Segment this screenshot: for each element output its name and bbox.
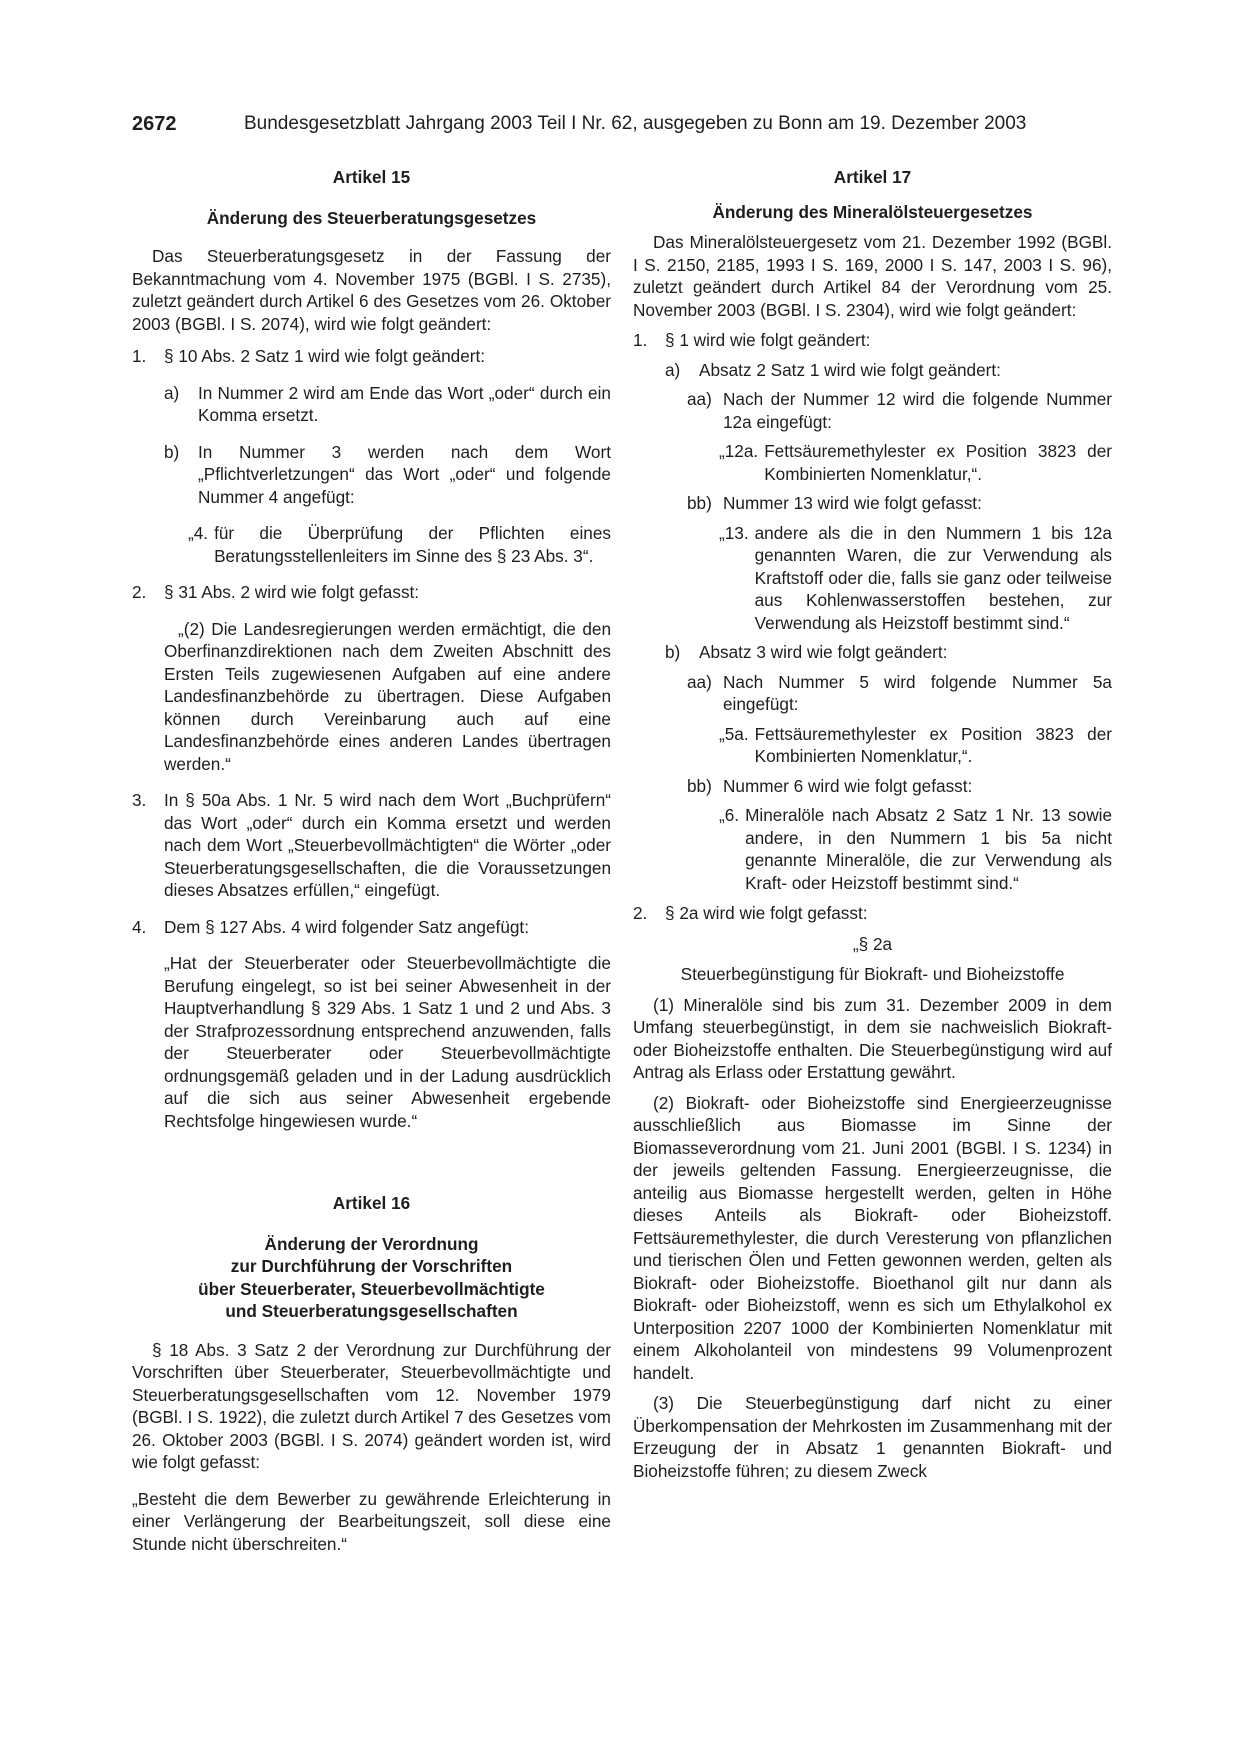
article-17-item-1a-bb-quote: „13. andere als die in den Nummern 1 bis 12a genannten Waren, die zur Verwendung als Kraftstoff oder die, falls sie ganz oder teilweise aus Kohlenwasserstoffen bestehen, zur Verwendung als Heizstoff bestimmt sind.“ <box>719 522 1112 633</box>
article-17-item-1b-bb: bb) Nummer 6 wird wie folgt gefasst: <box>687 775 973 796</box>
article-15-item-1b-quote: „4. für die Überprüfung der Pflichten eines Beratungsstellenleiters im Sinne des § 23 Abs. 3“. <box>188 523 611 566</box>
article-17-intro: Das Mineralölsteuergesetz vom 21. Dezember 1992 (BGBl. I S. 2150, 2185, 1993 I S. 169, 2000 I S. 147, 2003 I S. 96), zuletzt geändert durch Artikel 84 der Verordnung vom 25. November 2003 (BGBl. I S. 2304), wird wie folgt geändert: <box>633 232 1112 320</box>
section-2a-paragraph-2: (2) Biokraft- oder Bioheizstoffe sind Energieerzeugnisse ausschließlich aus Biomasse im Sinne der Biomasseverordnung vom 21. Juni 2001 (BGBl. I S. 1234) in der jeweils geltenden Fassung. Energieerzeugnisse, die anteilig aus Biomasse hergestellt werden, gelten in Höhe dieses Anteils als Biokraft- oder Bioheizstoff. Fettsäuremethylester, die durch Veresterung von pflanzlichen und tierischen Ölen und Fetten gewonnen werden, gelten als Biokraft- oder Bioheizstoffe. Bioethanol gilt nur dann als Biokraft- oder Bioheizstoff, wenn es sich um Ethylalkohol ex Unterposition 2207 1000 der Kombinierten Nomenklatur mit einem Alkoholanteil von mindestens 99 Volumenprozent handelt. <box>633 1092 1112 1383</box>
left-column <box>132 166 611 1555</box>
article-15-item-4: 4. Dem § 127 Abs. 4 wird folgender Satz angefügt: <box>132 916 529 937</box>
section-2a-paragraph-1: (1) Mineralöle sind bis zum 31. Dezember 2009 in dem Umfang steuerbegünstigt, in dem sie nachweislich Biokraft- oder Bioheizstoffe enthalten. Die Steuerbegünstigung wird auf Antrag als Erlass oder Erstattung gewährt. <box>633 994 1112 1082</box>
article-17-item-2: 2. § 2a wird wie folgt gefasst: <box>633 903 868 923</box>
article-15-heading: Artikel 15 <box>332 167 411 187</box>
article-17-heading: Artikel 17 <box>833 167 912 187</box>
section-2a-subtitle: Steuerbegünstigung für Biokraft- und Bioheizstoffe <box>680 964 1065 984</box>
article-17-item-1a-bb: bb) Nummer 13 wird wie folgt gefasst: <box>687 493 982 513</box>
article-16-subheading-line-4: und Steuerberatungsgesellschaften <box>225 1301 518 1321</box>
article-16-subheading-line-3: über Steuerberater, Steuerbevollmächtigte <box>198 1278 545 1299</box>
article-17-item-1a-aa: aa) Nach der Nummer 12 wird die folgende Nummer 12a eingefügt: <box>687 389 1112 432</box>
section-2a-paragraph-3: (3) Die Steuerbegünstigung darf nicht zu einer Überkompensation der Mehrkosten im Zusammenhang mit der Erzeugung der in Absatz 1 genannten Biokraft- und Bioheizstoffe führen; zu diesem Zweck <box>633 1393 1112 1481</box>
article-16-subheading-line-2: zur Durchführung der Vorschriften <box>230 1256 513 1276</box>
article-16-quote: „Besteht die dem Bewerber zu gewährende Erleichterung in einer Verlängerung der Bearbeitungszeit, soll diese eine Stunde nicht überschreiten.“ <box>132 1488 611 1554</box>
article-15-item-2-quote: „(2) Die Landesregierungen werden ermächtigt, die den Oberfinanzdirektionen nach dem Zweiten Abschnitt des Ersten Teils zugewiesenen Aufgaben auf eine andere Landesfinanzbehörde zu übertragen. Diese Aufgaben können durch Vereinbarung auch auf eine Landesfinanzbehörde eines anderen Landes übertragen werden.“ <box>164 618 611 774</box>
article-17-subheading: Änderung des Mineralölsteuergesetzes <box>712 201 1033 222</box>
article-17-item-1a: a) Absatz 2 Satz 1 wird wie folgt geändert: <box>665 359 1001 380</box>
article-17-item-1b: b) Absatz 3 wird wie folgt geändert: <box>665 642 948 662</box>
article-15-item-1: 1. § 10 Abs. 2 Satz 1 wird wie folgt geändert: <box>132 346 486 366</box>
article-16-intro: § 18 Abs. 3 Satz 2 der Verordnung zur Durchführung der Vorschriften über Steuerberater, Steuerbevollmächtigte und Steuerberatungsgesellschaften vom 12. November 1979 (BGBl. I S. 1922), die zuletzt durch Artikel 7 des Gesetzes vom 26. Oktober 2003 (BGBl. I S. 2074) geändert worden ist, wird wie folgt gefasst: <box>132 1339 611 1472</box>
article-17-item-1b-aa: aa) Nach Nummer 5 wird folgende Nummer 5a eingefügt: <box>687 671 1112 714</box>
article-15-item-1a: a) In Nummer 2 wird am Ende das Wort „oder“ durch ein Komma ersetzt. <box>164 382 611 425</box>
article-15-item-3: 3. In § 50a Abs. 1 Nr. 5 wird nach dem Wort „Buchprüfern“ das Wort „oder“ durch ein Komma ersetzt und werden nach dem Wort „Steuerbevollmächtigten“ die Wörter „oder Steuerberatungsgesellschaften, die die Voraussetzungen dieses Absatzes erfüllen,“ eingefügt. <box>132 790 611 900</box>
article-17-item-1a-aa-quote: „12a. Fettsäuremethylester ex Position 3823 der Kombinierten Nomenklatur,“. <box>719 441 1112 484</box>
gazette-title: Bundesgesetzblatt Jahrgang 2003 Teil I Nr. 62, ausgegeben zu Bonn am 19. Dezember 2003 <box>244 113 1027 134</box>
article-16-heading: Artikel 16 <box>332 1193 411 1213</box>
article-15-item-1b: b) In Nummer 3 werden nach dem Wort „Pflichtverletzungen“ das Wort „oder“ und folgende Nummer 4 angefügt: <box>164 441 611 507</box>
right-column <box>633 166 1112 1482</box>
page-number: 2672 <box>132 113 177 135</box>
article-15-intro: Das Steuerberatungsgesetz in der Fassung der Bekanntmachung vom 4. November 1975 (BGBl. I S. 2735), zuletzt geändert durch Artikel 6 des Gesetzes vom 26. Oktober 2003 (BGBl. I S. 2074), wird wie folgt geändert: <box>132 246 611 334</box>
article-15-subheading: Änderung des Steuerberatungsgesetzes <box>206 207 537 228</box>
article-17-item-1b-bb-quote: „6. Mineralöle nach Absatz 2 Satz 1 Nr. 13 sowie andere, in den Nummern 1 bis 5a nicht genannte Mineralöle, die zur Verwendung als Kraft- oder Heizstoff bestimmt sind.“ <box>719 805 1112 893</box>
article-15-item-2: 2. § 31 Abs. 2 wird wie folgt gefasst: <box>132 582 420 602</box>
article-17-item-1b-aa-quote: „5a. Fettsäuremethylester ex Position 3823 der Kombinierten Nomenklatur,“. <box>719 723 1112 766</box>
article-16-subheading-line-1: Änderung der Verordnung <box>264 1233 479 1254</box>
article-17-item-1: 1. § 1 wird wie folgt geändert: <box>633 330 871 350</box>
section-2a-title: „§ 2a <box>852 933 893 954</box>
article-15-item-4-quote: „Hat der Steuerberater oder Steuerbevollmächtigte die Berufung eingelegt, so ist bei seiner Abwesenheit in der Hauptverhandlung § 329 Abs. 1 Satz 1 und 2 und Abs. 3 der Strafprozessordnung entsprechend anzuwenden, falls der Steuerberater oder Steuerbevollmächtigte ordnungsgemäß geladen und in der Ladung ausdrücklich auf die sich aus seiner Abwesenheit ergebende Rechtsfolge hingewiesen wurde.“ <box>164 953 611 1131</box>
